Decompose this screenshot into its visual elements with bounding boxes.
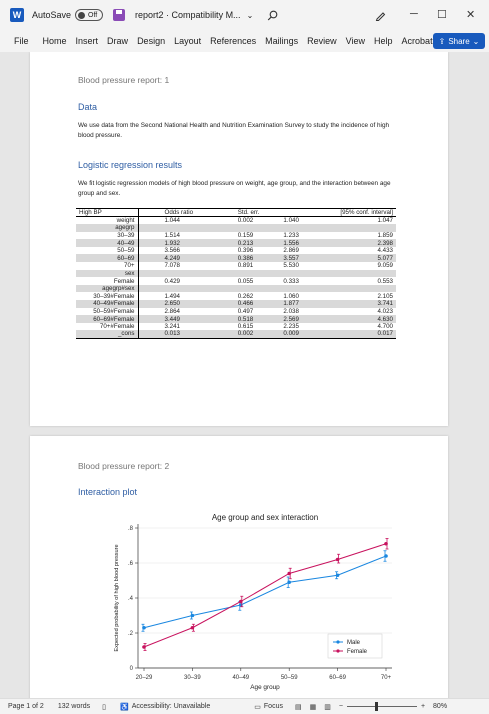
table-row <box>76 323 396 331</box>
book-icon[interactable]: ▯ <box>102 703 106 711</box>
table-cell <box>311 285 396 293</box>
table-cell: 0.002 <box>237 217 254 225</box>
x-tick-label: 30–39 <box>184 675 201 681</box>
legend-label: Female <box>347 649 368 655</box>
focus-label[interactable]: Focus <box>263 703 283 710</box>
table-row <box>76 247 396 255</box>
table-cell: 0.386 <box>222 254 281 262</box>
table-row <box>76 239 396 247</box>
toggle-knob <box>78 12 85 19</box>
table-cell: 5.530 <box>283 262 299 270</box>
data-point-male <box>384 554 388 558</box>
heading-logistic: Logistic regression results <box>78 160 183 170</box>
table-cell: 0.553 <box>377 277 393 285</box>
table-cell: agegrp <box>76 224 138 232</box>
table-cell: 0.429 <box>164 277 180 285</box>
table-cell <box>222 285 281 293</box>
table-row <box>76 277 396 285</box>
table-cell: weight <box>76 217 138 225</box>
page-count[interactable]: Page 1 of 2 <box>8 703 44 710</box>
heading-data: Data <box>78 102 98 112</box>
table-row <box>76 300 396 308</box>
x-tick-label: 40–49 <box>232 675 250 681</box>
header-cell: Std. err. <box>237 209 260 216</box>
table-cell <box>311 224 396 232</box>
table-cell: 4.023 <box>377 307 393 315</box>
header-cell: [95% conf. interval] <box>340 209 393 216</box>
data-point-female <box>287 572 291 576</box>
table-cell: agegrp#sex <box>76 285 138 293</box>
maximize-icon[interactable]: ☐ <box>437 9 447 21</box>
table-cell: 0.518 <box>222 315 281 323</box>
table-cell: 0.159 <box>237 231 254 239</box>
x-tick-label: 60–69 <box>329 675 346 681</box>
table-cell: 70+ <box>76 262 138 270</box>
y-tick-label: .8 <box>127 526 133 532</box>
table-cell: 0.466 <box>222 300 281 308</box>
legend-marker <box>336 649 339 652</box>
table-cell: 2.105 <box>377 292 393 300</box>
table-cell: 0.055 <box>237 277 254 285</box>
report-title-1: Blood pressure report: 1 <box>78 75 170 85</box>
table-cell: 30–39#Female <box>76 292 138 300</box>
table-cell: 1.877 <box>280 300 311 308</box>
focus-icon[interactable]: ▭ <box>254 703 261 711</box>
autosave-toggle[interactable] <box>75 9 103 21</box>
y-tick-label: 0 <box>129 666 133 672</box>
menu-help[interactable]: Help <box>374 36 393 46</box>
data-point-female <box>142 645 146 649</box>
table-cell: 2.038 <box>283 307 299 315</box>
table-header-row <box>76 209 396 217</box>
table-cell <box>280 285 311 293</box>
table-cell <box>222 270 281 278</box>
table-cell: sex <box>76 270 138 278</box>
y-tick-label: .6 <box>127 561 133 567</box>
table-cell: 3.741 <box>311 300 396 308</box>
share-button[interactable] <box>433 33 485 49</box>
table-cell: 2.650 <box>138 300 222 308</box>
table-cell: 0.497 <box>237 307 254 315</box>
zoom-out-icon[interactable]: − <box>338 703 343 710</box>
table-cell: 0.013 <box>138 330 222 338</box>
zoom-level[interactable]: 80% <box>433 703 448 710</box>
table-cell <box>138 270 222 278</box>
table-row <box>76 262 396 270</box>
y-tick-label: .4 <box>127 596 133 602</box>
table-row <box>76 217 396 225</box>
table-cell <box>280 270 311 278</box>
zoom-slider-thumb[interactable] <box>375 702 378 711</box>
table-row <box>76 308 396 316</box>
document-page-2[interactable] <box>30 436 448 698</box>
table-cell: 4.630 <box>311 315 396 323</box>
header-cell <box>280 209 311 217</box>
report-title-2: Blood pressure report: 2 <box>78 461 170 471</box>
word-logo-icon: W <box>10 8 24 22</box>
table-cell: 60–69 <box>76 254 138 262</box>
table-cell: 0.213 <box>222 239 281 247</box>
data-point-female <box>384 542 388 546</box>
table-cell <box>311 270 396 278</box>
table-cell: 1.514 <box>164 231 180 239</box>
menu-acrobat[interactable]: Acrobat <box>401 36 433 46</box>
table-cell: 0.017 <box>311 330 396 338</box>
x-axis-label: Age group <box>250 684 280 691</box>
table-cell: 5.077 <box>311 254 396 262</box>
autosave-label: AutoSave <box>32 10 72 20</box>
table-cell: 2.864 <box>164 307 180 315</box>
data-point-female <box>336 558 340 562</box>
table-cell: 3.241 <box>164 323 180 331</box>
chevron-down-icon: ⌄ <box>472 36 480 46</box>
table-cell: 1.233 <box>283 231 299 239</box>
heading-interaction: Interaction plot <box>78 487 138 497</box>
table-row <box>76 254 396 262</box>
table-cell: 1.040 <box>283 217 299 225</box>
table-cell: 50–59#Female <box>76 308 138 316</box>
table-cell: 0.002 <box>222 330 281 338</box>
header-cell: Odds ratio <box>164 209 194 216</box>
x-tick-label: 70+ <box>380 675 392 681</box>
header-cell: High BP <box>76 209 138 217</box>
pen-icon[interactable] <box>375 10 386 21</box>
table-cell: 3.557 <box>280 254 311 262</box>
table-cell: 0.615 <box>237 323 254 331</box>
y-axis-label: Expected probability of high blood pressure <box>114 544 120 652</box>
table-cell <box>138 224 222 232</box>
document-page-1[interactable] <box>30 52 448 426</box>
table-cell: 2.398 <box>311 239 396 247</box>
word-count[interactable]: 132 words <box>57 703 91 710</box>
table-cell: 0.009 <box>280 330 311 338</box>
data-point-male <box>142 626 146 630</box>
menu-design[interactable]: Design <box>137 36 166 46</box>
table-cell: 1.060 <box>283 292 299 300</box>
menu-references[interactable]: References <box>210 36 257 46</box>
interaction-chart <box>80 508 404 698</box>
document-area[interactable] <box>0 52 489 698</box>
table-cell: 4.433 <box>377 247 393 255</box>
print-layout-icon[interactable]: ▦ <box>309 703 317 711</box>
share-icon: ⇪ <box>438 36 446 46</box>
table-cell: 40–49#Female <box>76 300 138 308</box>
table-cell: 3.449 <box>138 315 222 323</box>
share-label: Share <box>448 36 470 46</box>
ribbon-menu <box>0 30 489 52</box>
x-tick-label: 20–29 <box>135 675 153 681</box>
menu-home[interactable]: Home <box>42 36 67 46</box>
data-point-male <box>336 573 340 577</box>
data-point-female <box>191 626 195 630</box>
chart-title: Age group and sex interaction <box>211 513 319 522</box>
table-cell: 1.044 <box>164 217 180 225</box>
zoom-in-icon[interactable]: + <box>420 703 426 710</box>
logistic-paragraph: We fit logistic regression models of high blood pressure on weight, age group, and the interaction between age group and sex. <box>78 180 391 197</box>
table-cell: 70+#Female <box>76 323 138 331</box>
zoom-slider[interactable] <box>347 706 417 707</box>
table-cell: 3.566 <box>164 247 180 255</box>
table-cell: 0.333 <box>283 277 299 285</box>
table-cell: 0.262 <box>237 292 254 300</box>
table-cell: Female <box>76 277 138 285</box>
table-row <box>76 270 396 278</box>
table-cell: 4.249 <box>138 254 222 262</box>
close-icon[interactable]: ✕ <box>466 9 476 21</box>
table-cell: 50–59 <box>76 247 138 255</box>
table-cell <box>222 224 281 232</box>
table-cell: 7.078 <box>164 262 180 270</box>
legend-marker <box>336 640 339 643</box>
table-row <box>76 285 396 293</box>
chevron-down-icon[interactable]: ⌄ <box>246 10 254 20</box>
table-cell <box>280 224 311 232</box>
table-cell: 0.396 <box>237 247 254 255</box>
table-cell: 1.932 <box>138 239 222 247</box>
table-cell: 60–69#Female <box>76 315 138 323</box>
menu-layout[interactable]: Layout <box>174 36 202 46</box>
x-tick-label: 50–59 <box>280 675 298 681</box>
menu-review[interactable]: Review <box>307 36 337 46</box>
table-cell: 0.891 <box>237 262 254 270</box>
table-cell: 1.494 <box>164 292 180 300</box>
table-cell: 1.859 <box>377 231 393 239</box>
data-point-male <box>287 580 291 584</box>
table-cell: 4.700 <box>377 323 393 331</box>
read-mode-icon[interactable]: ▤ <box>294 703 302 711</box>
menu-insert[interactable]: Insert <box>75 36 99 46</box>
menu-draw[interactable]: Draw <box>107 36 129 46</box>
table-cell: 2.569 <box>280 315 311 323</box>
table-row <box>76 330 396 338</box>
autosave-state: Off <box>88 11 98 19</box>
regression-table <box>76 208 396 339</box>
legend-label: Male <box>347 640 361 646</box>
table-cell: 40–49 <box>76 239 138 247</box>
accessibility-icon[interactable]: ♿ <box>119 703 129 711</box>
table-cell: 2.869 <box>283 247 299 255</box>
table-cell: _cons <box>76 330 138 338</box>
status-bar <box>0 698 489 714</box>
table-row <box>76 232 396 240</box>
data-paragraph: We use data from the Second National Health and Nutrition Examination Survey to study the incidence of high blood pressure. <box>78 122 390 139</box>
accessibility-status[interactable]: Accessibility: Unavailable <box>131 703 211 710</box>
document-title[interactable]: report2 · Compatibility M... <box>135 10 241 20</box>
data-point-male <box>191 614 195 618</box>
table-row <box>76 292 396 300</box>
table-row <box>76 315 396 323</box>
table-cell: 30–39 <box>76 232 138 240</box>
save-icon[interactable] <box>113 9 125 21</box>
title-bar <box>0 0 489 30</box>
web-layout-icon[interactable]: ▥ <box>324 703 331 711</box>
menu-view[interactable]: View <box>345 36 366 46</box>
minimize-icon[interactable]: ─ <box>410 8 418 20</box>
y-tick-label: .2 <box>127 631 133 637</box>
search-icon[interactable] <box>267 10 278 21</box>
data-point-female <box>239 600 243 604</box>
menu-mailings[interactable]: Mailings <box>265 36 299 46</box>
table-cell <box>138 285 222 293</box>
table-cell: 2.235 <box>283 323 299 331</box>
table-cell: 1.047 <box>377 217 393 225</box>
table-cell: 9.059 <box>377 262 393 270</box>
table-cell: 1.556 <box>280 239 311 247</box>
menu-file[interactable]: File <box>14 36 29 46</box>
table-row <box>76 224 396 232</box>
